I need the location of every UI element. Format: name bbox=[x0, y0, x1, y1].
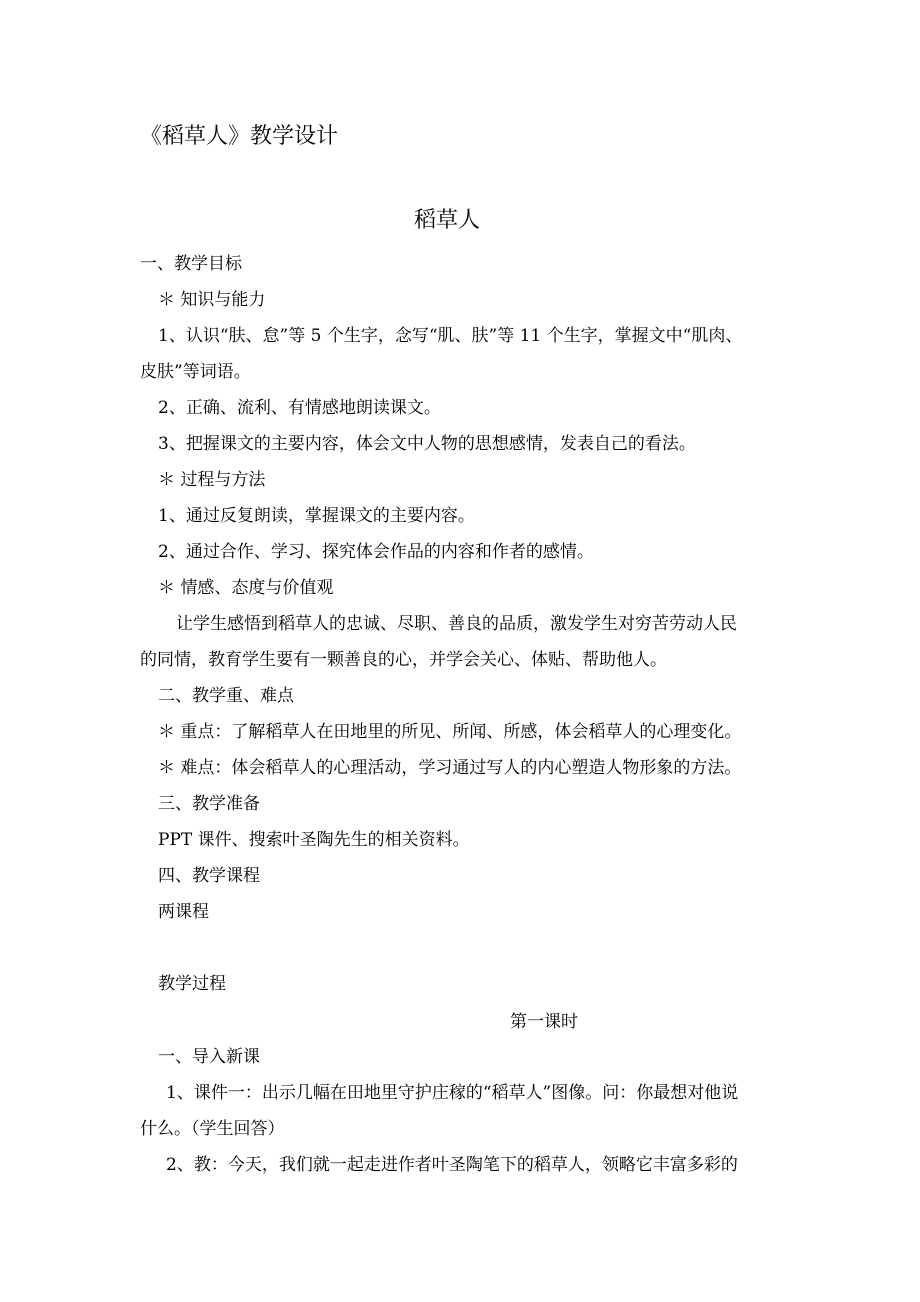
section-heading: 一、导入新课 bbox=[158, 1047, 260, 1067]
paragraph-line: 3、把握课文的主要内容，体会文中人物的思想感情，发表自己的看法。 bbox=[158, 434, 696, 454]
lesson-heading: 稻草人 bbox=[414, 208, 481, 233]
paragraph-line: ＊ 重点：了解稻草人在田地里的所见、所闻、所感，体会稻草人的心理变化。 bbox=[158, 722, 742, 742]
paragraph-line: 什么。（学生回答） bbox=[140, 1119, 285, 1139]
paragraph-line: 1、课件一：出示几幅在田地里守护庄稼的“稻草人”图像。问：你最想对他说 bbox=[166, 1083, 739, 1103]
section-heading: 教学过程 bbox=[158, 974, 226, 994]
section-heading: 二、教学重、难点 bbox=[158, 686, 294, 706]
class-period-heading: 第一课时 bbox=[510, 1012, 578, 1032]
paragraph-line: 2、通过合作、学习、探究体会作品的内容和作者的感情。 bbox=[158, 542, 594, 562]
paragraph-line: 让学生感悟到稻草人的忠诚、尽职、善良的品质，激发学生对穷苦劳动人民 bbox=[176, 614, 737, 634]
paragraph-line: PPT 课件、搜索叶圣陶先生的相关资料。 bbox=[158, 830, 470, 850]
paragraph-line: 1、通过反复朗读，掌握课文的主要内容。 bbox=[158, 506, 475, 526]
paragraph-line: 1、认识“肤、怠”等 5 个生字，念写“肌、肤”等 11 个生字，掌握文中“肌肉、 bbox=[158, 326, 743, 346]
paragraph-line: 的同情，教育学生要有一颗善良的心，并学会关心、体贴、帮助他人。 bbox=[140, 650, 667, 670]
paragraph-line: 2、教：今天，我们就一起走进作者叶圣陶笔下的稻草人，领略它丰富多彩的 bbox=[166, 1155, 738, 1175]
paragraph-line: 皮肤”等词语。 bbox=[140, 362, 251, 382]
section-heading: 一、教学目标 bbox=[140, 254, 242, 274]
paragraph-line: 两课程 bbox=[158, 902, 209, 922]
sub-heading: ＊ 知识与能力 bbox=[158, 290, 266, 310]
paragraph-line: 2、正确、流利、有情感地朗读课文。 bbox=[158, 398, 441, 418]
section-heading: 四、教学课程 bbox=[158, 866, 260, 886]
document-title: 《稻草人》教学设计 bbox=[140, 124, 339, 149]
sub-heading: ＊ 过程与方法 bbox=[158, 470, 266, 490]
section-heading: 三、教学准备 bbox=[158, 794, 260, 814]
sub-heading: ＊ 情感、态度与价值观 bbox=[158, 578, 334, 598]
paragraph-line: ＊ 难点：体会稻草人的心理活动，学习通过写人的内心塑造人物形象的方法。 bbox=[158, 758, 742, 778]
